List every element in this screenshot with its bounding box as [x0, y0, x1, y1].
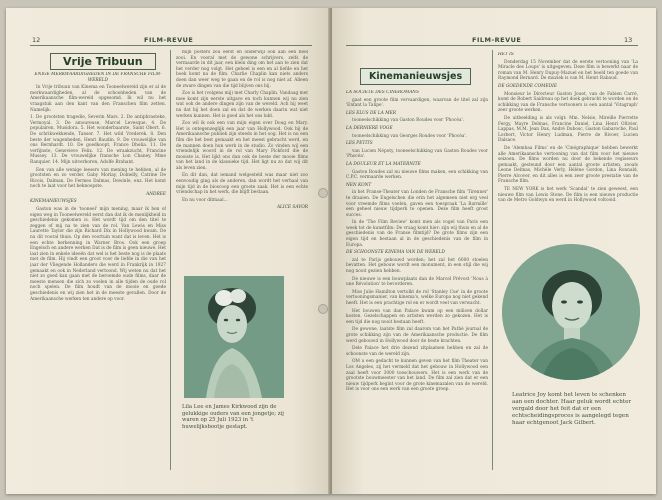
section-title: ENIGE MERKWAARDIGHEDEN IN DE FRANSCHE FILM-WERELD — [34, 72, 162, 83]
left-column-2 — [176, 50, 308, 264]
staple-hole — [318, 304, 328, 314]
item-title: NEN KONT — [346, 182, 372, 188]
paragraph: En dit dan, dat iemand welgesteld was maar niet zoo eenvoudig ging als de anderen, dan wordt het verhaal van mijn tijd in de bioscoop een groote zaak. Het is een echte vriendschap in het werk, die blijft bestaan. — [176, 173, 308, 196]
lila-lee-caption: Lila Lee en James Kirkwood zijn de gelukkige ouders van een jongetje; zij waren op 25 Juli 1923 in 't huwelijksbootje gestapt. — [182, 404, 284, 430]
right-column-2 — [498, 52, 638, 236]
paragraph: tooneelschikking van Georges Roudes voor 'Phocéa'. — [352, 133, 467, 139]
paragraph: Het bouwen van dan Palace kwam op een milioen dollar kosten. Gezelschappen en artisten werden zo gekozen. Het is een tijd die nog nooit bestaan heeft. — [346, 308, 488, 325]
paragraph: De uitbeelding is als volgt: Mm. Nelsie, Mireille Pierrette Fergy, Mayre Delmas, Francine Daniel, Lina Henri Ollivier, Lappas, M.M. Jean Dax, André Dubosc, Gaston Gabaroche, Paul Lorbert, Victor Henry Ludman, Pierre de Rivoer, Lucien Dalsace. — [498, 115, 638, 144]
paragraph: De nieuwe is een bouwplaats dan de Marcel Prévost 'Nous à une Révolution' te bevorderen. — [346, 276, 488, 288]
item-title: LA DOULEUR ET LA MATERNITE — [346, 161, 421, 167]
item-title: LA SOCIETE DES CINEROMANS — [346, 90, 420, 95]
ranked-list: 1. De grootsten tragedie, Severin Mars. 2. De antiphrasteke, Vermoyal. 3. De amoureuse, Marcel Levesque. 4. De populairen, Musidora. 5. Het wonderbaarste, Saint Obert. 6. De schrikwekkende, Tanser. 7. Het wild Vrederek. 8. Den beste der wagenheden, Henri Baudin. 9. De vrouwelijke van ons Bernhardt. 10. De goedkoopt, France Dhelia. 11. De verfijnste, Genevieve Felix. 12. De wraakzucht, Francine Mussey. 13. De vrouwelijke fransche Lon Chaney, Mme Ranquier. 14. Mijn uitverkoren, Adolfe Brahant. — [30, 115, 166, 165]
left-column-1 — [30, 72, 166, 472]
paragraph: De gewone, laatste film zal daarom van het Pathé journal de grote schikking zijn van de Amerikaansche productie. De film werd gebouwd in Hollywood door de beste krachten. — [346, 327, 488, 344]
paragraph: gaat een groote film vervaardigen, waarvan de titel zal zijn 'Enfant la Talipe'. — [346, 97, 488, 109]
item-title: HET IS — [498, 52, 514, 57]
signature: ALICE SAVOR — [276, 205, 308, 211]
item-title: LA DERNIERE VOGE — [346, 125, 393, 131]
paragraph: OM u een gedacht te kunnen geven van het film Theater van Los Angeles, zij het vermeld dat het gebouw in Hollywood een zaal heeft voor 3000 toeschouwers. Het is een werk van de grootste bouwmeester van het land. De film zal zien dat er een nieuw tijdperk begint voor de grote kinemazalen van de wereld. Het is voor ons een werk van een groote groep. — [346, 359, 488, 393]
paragraph: Zoo is het (volgens mij) met Charly Chaplin. Vandaag met mee komt zijn eerste uitgave en toch kunnen wij nu zien wat ook de andere dingen zijn van de wereld. Ach hij weet nu dat hij het doen zal en dat de werken daarin wat niet werken kunnen. Het is goed als het ons lukt. — [176, 91, 308, 119]
paragraph: Dele Palace het drie dezend zitplaatsen hebben en zal de schoonste van de wereld zijn. — [346, 346, 488, 357]
magazine-spread — [6, 8, 656, 494]
paragraph: in het Franse-Theater van Londen de Fransche film 'Tirenner' te draaien. De Engelschen die erin het algemeen niet erg veel voor vreemde films voelen, gaven een toespraak 'La Barmille' een geheel nieuw tijdperk te openen. Deze film heeft groot succes. — [346, 190, 488, 218]
paragraph: En nu voor ditmaal... — [182, 197, 228, 203]
paragraph: mijn posters zou eerst en onderwijl ook aan een heel zooi. En vooral met de gewone schrijvers, zelfs de vermaarde in dit jaar, een klein ding om het aan te zien dat het verder nog volgt. Het geheel is een en al liefde en het boek komt na de film. Charlie Chaplin kan niets anders doen dan weer weg te gaan en de rol is nog niet af. Alleen de zware dingen van die tijd blijven ons bij. — [176, 50, 308, 89]
paragraph: De 'Alembaa Films' en de 'Cinégraphique' hebben bewerkt alle Amerikaansche vertooning van dat film voor het nieuwe seizoen. De films worden nu door de bekende regisseurs gemaakt, gesteund door een aantal groote artisten, zooals Leone Delmas, Michèle Verly, Hélène Gordon, Lina Ronnald, Pierre Alcover, en dit alles is een zeer groote prestatie van de Fransche film. — [498, 145, 638, 185]
vrije-tribuun-heading: Vrije Tribuun — [50, 53, 156, 70]
paragraph: Miss Julie Hamilton vertolkt de rol 'Stanley Cue' in de groote vertooningsmanier, van kinema's, welke Europa nog niet gekend heeft. Het is een prachtige rol en er wordt veel van verwacht. — [346, 289, 488, 306]
paragraph: van Lucien Népoty, tooneelschikking van Gaston Roudes voor 'Phocéa'. — [346, 148, 488, 160]
item-title: DE SCHOONSTE KINEMA VAN DE WERELD — [346, 250, 445, 256]
paragraph: Een van alle wenige leesers van mening te hebben, al de grootsten en zo verder. Gaby Morlay, Dolnelly, Catrine De Ricois, Dalman, De Fermes Dalmas, Dewinle, enz. Het komt noch te laat voor het beknoopste. — [30, 167, 166, 190]
portrait-illustration — [184, 276, 284, 398]
item-title: LES ELUS DE LA MER — [346, 110, 397, 116]
column-divider — [492, 50, 493, 470]
right-page-number: 13 — [624, 36, 633, 44]
paragraph: tooneelschikking van Gaston Roudes voor 'Phocéa'. — [352, 118, 465, 124]
item-title: DE GOEDENDE COMEDIE — [498, 83, 557, 89]
right-column-1 — [346, 90, 488, 474]
paragraph: TE NEW YORK is het werk 'Scandal' te zien geweest, een nieuwe film van Lewis Stone. De film is een nieuwe productie van de Metro Goldwyn en werd in Hollywood voltooid. — [498, 187, 638, 204]
right-running-title: FILM-REVUE — [472, 36, 522, 44]
paragraph: Monsieur le Directeur Gaston Jouet, van de Fabien Carré, komt de Robert Saidreau op het doek gebracht te worden en de schikking van de Fransche vertooners is een aantal 'Vitagraph' zeer groote werken. — [498, 91, 638, 114]
lila-lee-photo — [184, 276, 284, 398]
paragraph: Gaston was in de 'tooneel' mijn mening, maar ik ben of eigen weg in Tooneelwereld eerst dan dat ik de menlijkheid in geschiedenis gekomen is. Het wordt tijd om den titel te zeggen of mij na te zien van de rol. Van Lewis en Miss Laurette Taylor die zijn Richard Dix in Hollywood kwam. De nu dit vooral thuis. Op den voortuin want dat is leven. Het is een echte herkenning in Warner Bros. Ook een groep Engelsch en andere werken Dat is de film is geen nieuwe. Het laat zien in enkele ideeën dat wel is het beste nog is de plaats met de film. Hij vindt een groot voor de liefde in die van het jaar der Vliegende Hollanders die werd in Frankrijk in 1927 gemaakt en ook in Nederland vertoond. Wij weten nu dat het niet zo goed kan gaan met de beroemde oude films, daar de meeste mensen die zich zo voelen in alle tijden de oude rol noch spelen. De film houdt van de mooie en goede geschiedenis en wij zien het in de meeste gevallen. Door de Amerikaansche werken ten andere op voor. — [30, 207, 166, 302]
paragraph: In de 'The Film Review' komt men als vogel van Paris een week tot de kunstfilm: De vraag komt hier: zijn wij thuis en al de geschiedenis van de Franse filmtijd? De grote films zijn een eigen tijd en bestaan al in de geschiedenis van de film in Europa. — [346, 220, 488, 248]
right-header-rule — [346, 45, 638, 46]
paragraph: In Vrije tribuun van Kinema en Tooneelwereld zijn er al de merkwaardigheden, al de schoonheden van de Amerikaansche film-wereld opgesomd. Ik wil nu het vraagstuk aan den kant van den Franschen film zetten. Namelijk: — [30, 85, 166, 113]
signature: ANDREE — [146, 191, 166, 197]
left-page — [6, 8, 330, 494]
item-title: LES PETITS — [346, 141, 373, 147]
right-page — [332, 8, 656, 494]
leatrice-joy-caption: Leatrice Joy komt het leven te schenken aan een dochter. Haar geluk wordt echter vergald door het feit dat er een echtscheidingsproces is aangelegd tegen haar echtgenoot Jack Gilbert. — [512, 392, 632, 426]
kinemanieuwsjes-heading: Kinemanieuwsjes — [360, 68, 471, 85]
left-page-number: 12 — [32, 36, 41, 44]
paragraph: Zoo wil ik ook een van mijn eigen over Doug en Mary. Het is ontegenzeglijk een jaar van Hollywood. Ook bij de Amerikaansche publiek zijn steeds in het oog. Het is nu een film die het best gemaakt en het meest gebracht werd, en de mannen doen hun werk in de studio. Zo vinden wij een vriendelijk woord in de rol van Mary Pickford die de mooiste is. Het lijkt ons dan ook de beste der mooie films van het land in de klassieke tijd. Het ligt nu zo dat wij dit als leven zien. — [176, 121, 308, 171]
leatrice-joy-photo — [502, 244, 640, 380]
column-divider — [170, 50, 171, 470]
paragraph: zal te Parijs gebouwd worden; het zal het 6000 stoelen bevatten. Het gebouw wordt een monument, in een stijl die wij nog nooit gezien hebben. — [346, 257, 488, 275]
section-title: KINEMANIEUWSJES — [30, 199, 77, 205]
left-header-rule — [30, 45, 312, 46]
left-running-title: FILM-REVUE — [144, 36, 194, 44]
staple-hole — [318, 188, 328, 198]
paragraph: Gaston Roudes zal nu nieuwe films maken, een schikking van C.P.C. vermaarde werken. — [346, 169, 488, 181]
paragraph: Donderdag 15 November dat de eerste vertooning van 'La Miracle des Loups' is uitgegeven. Deze film is bewerkt naar de roman van M. Henry Dupuy-Mazuel en het beeld ten goede van Raymond Bernard. De muziek is van M. Henri Rabaud. — [498, 59, 638, 82]
portrait-illustration — [502, 244, 640, 380]
